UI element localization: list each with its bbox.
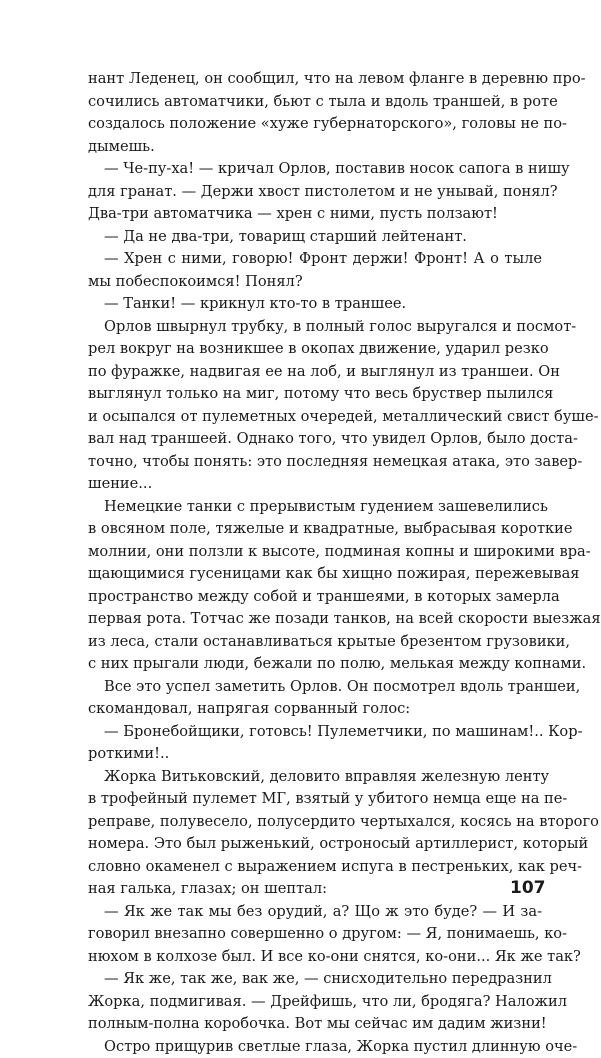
text-line: реправе, полувесело, полусердито чертыхался, косясь на второго bbox=[88, 811, 542, 834]
text-line: нант Леденец, он сообщил, что на левом фланге в деревню про- bbox=[88, 68, 542, 91]
text-line: Жорка, подмигивая. — Дрейфишь, что ли, бродяга? Наложил bbox=[88, 991, 542, 1014]
text-line: — Танки! — крикнул кто-то в траншее. bbox=[88, 293, 542, 316]
text-line: рел вокруг на возникшее в окопах движение, ударил резко bbox=[88, 338, 542, 361]
text-line: — Бронебойщики, готовсь! Пулеметчики, по машинам!.. Кор- bbox=[88, 721, 542, 744]
text-line: шение... bbox=[88, 473, 542, 496]
text-line: нюхом в колхозе был. И все ко-они снятся, ко-они... Як же так? bbox=[88, 946, 542, 969]
text-line: — Хрен с ними, говорю! Фронт держи! Фронт! А о тыле bbox=[88, 248, 542, 271]
text-line: молнии, они ползли к высоте, подминая копны и широкими вра- bbox=[88, 541, 542, 564]
text-line: выглянул только на миг, потому что весь бруствер пылился bbox=[88, 383, 542, 406]
text-line: Жорка Витьковский, деловито вправляя железную ленту bbox=[88, 766, 542, 789]
text-line: точно, чтобы понять: это последняя немецкая атака, это завер- bbox=[88, 451, 542, 474]
text-line: полным-полна коробочка. Вот мы сейчас им дадим жизни! bbox=[88, 1013, 542, 1036]
text-line: — Як же, так же, вак же, — снисходительно передразнил bbox=[88, 968, 542, 991]
text-line: Остро прищурив светлые глаза, Жорка пустил длинную оче- bbox=[88, 1036, 542, 1058]
text-line: Все это успел заметить Орлов. Он посмотрел вдоль траншеи, bbox=[88, 676, 542, 699]
text-line: говорил внезапно совершенно о другом: — Я, понимаешь, ко- bbox=[88, 923, 542, 946]
text-line: Немецкие танки с прерывистым гудением зашевелились bbox=[88, 496, 542, 519]
text-line: словно окаменел с выражением испуга в пестреньких, как реч- bbox=[88, 856, 542, 879]
text-line: скомандовал, напрягая сорванный голос: bbox=[88, 698, 542, 721]
text-line: создалось положение «хуже губернаторского», головы не по- bbox=[88, 113, 542, 136]
text-line: номера. Это был рыженький, остроносый артиллерист, который bbox=[88, 833, 542, 856]
text-line: в овсяном поле, тяжелые и квадратные, выбрасывая короткие bbox=[88, 518, 542, 541]
text-line: — Да не два-три, товарищ старший лейтенант. bbox=[88, 226, 542, 249]
text-line: — Че-пу-ха! — кричал Орлов, поставив носок сапога в нишу bbox=[88, 158, 542, 181]
text-line: сочились автоматчики, бьют с тыла и вдоль траншей, в роте bbox=[88, 91, 542, 114]
text-line: первая рота. Тотчас же позади танков, на всей скорости выезжая bbox=[88, 608, 542, 631]
text-line: щающимися гусеницами как бы хищно пожирая, пережевывая bbox=[88, 563, 542, 586]
text-line: дымешь. bbox=[88, 136, 542, 159]
text-line: Два-три автоматчика — хрен с ними, пусть ползают! bbox=[88, 203, 542, 226]
text-line: мы побеспокоимся! Понял? bbox=[88, 271, 542, 294]
text-line: роткими!.. bbox=[88, 743, 542, 766]
text-line: для гранат. — Держи хвост пистолетом и не унывай, понял? bbox=[88, 181, 542, 204]
text-line: Орлов швырнул трубку, в полный голос выругался и посмот- bbox=[88, 316, 542, 339]
book-page-text bbox=[88, 68, 542, 1058]
text-line: в трофейный пулемет МГ, взятый у убитого немца еще на пе- bbox=[88, 788, 542, 811]
text-line: из леса, стали останавливаться крытые брезентом грузовики, bbox=[88, 631, 542, 654]
text-line: ная галька, глазах; он шептал: bbox=[88, 878, 542, 901]
text-line: пространство между собой и траншеями, в которых замерла bbox=[88, 586, 542, 609]
text-line: — Як же так мы без орудий, а? Що ж это буде? — И за- bbox=[88, 901, 542, 924]
text-line: вал над траншеей. Однако того, что увидел Орлов, было доста- bbox=[88, 428, 542, 451]
text-line: и осыпался от пулеметных очередей, металлический свист буше- bbox=[88, 406, 542, 429]
text-line: с них прыгали люди, бежали по полю, мелькая между копнами. bbox=[88, 653, 542, 676]
text-line: по фуражке, надвигая ее на лоб, и выглянул из траншеи. Он bbox=[88, 361, 542, 384]
page-number: 107 bbox=[510, 878, 546, 898]
